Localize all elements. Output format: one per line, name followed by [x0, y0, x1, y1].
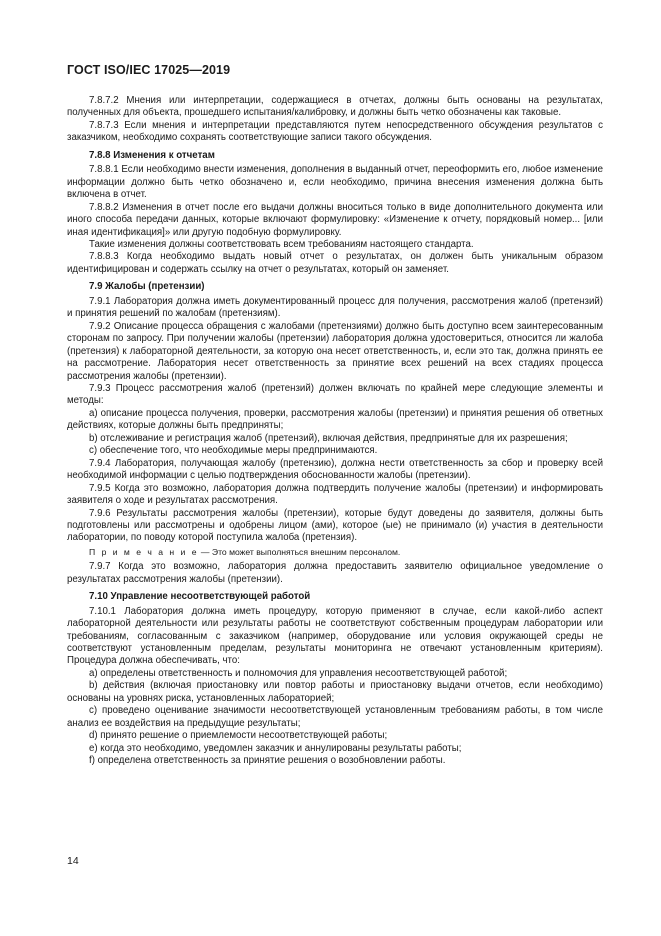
paragraph: 7.9.3 Процесс рассмотрения жалоб (претензий) должен включать по крайней мере следующие элементы и методы:	[67, 382, 603, 407]
paragraph: 7.9.2 Описание процесса обращения с жалобами (претензиями) должно быть доступно всем заинтересованным сторонам по запросу. При получении жалобы (претензии) лаборатория должна удостовериться, относится ли жалоба (претензия) к лабораторной деятельности, за которую она несет ответственность, и, если это так, должна принять ее на рассмотрение. Лаборатория несет ответственность за принятие всех решений на всех стадиях процесса рассмотрения жалобы (претензии).	[67, 320, 603, 382]
list-item: b) действия (включая приостановку или повтор работы и приостановку выдачи отчетов, если необходимо) основаны на уровнях риска, установленных лабораторией;	[67, 680, 603, 704]
section-heading: 7.10 Управление несоответствующей работой	[89, 591, 311, 603]
paragraph: 7.9.7 Когда это возможно, лаборатория должна предоставить заявителю официальное уведомление о результатах рассмотрения жалобы (претензии).	[67, 561, 603, 585]
paragraph: 7.8.7.3 Если мнения и интерпретации представляются путем непосредственного обсуждения результатов с заказчиком, необходимо сохранять соответствующие записи такого обсуждения.	[67, 119, 603, 144]
paragraph: 7.8.8.1 Если необходимо внести изменения, дополнения в выданный отчет, переоформить его, любое изменение информации должно быть четко обозначено и, если необходимо, причина внесения изменения должна быть включена в отчет.	[67, 164, 603, 201]
paragraph: 7.9.4 Лаборатория, получающая жалобу (претензию), должна нести ответственность за сбор и проверку всей необходимой информации с целью подтверждения обоснованности жалобы (претензии).	[67, 457, 603, 482]
paragraph: 7.9.6 Результаты рассмотрения жалобы (претензии), которые будут доведены до заявителя, должны быть подготовлены или рассмотрены и одобрены лицом (ами), которое (ые) не принимало (и) участия в деятельности лаборатории, по поводу которой поступила жалоба (претензия).	[67, 507, 603, 544]
note-label: П р и м е ч а н и е	[89, 546, 199, 557]
note-text: — Это может выполняться внешним персоналом.	[200, 546, 401, 557]
paragraph: 7.9.5 Когда это возможно, лаборатория должна подтвердить получение жалобы (претензии) и информировать заявителя о ходе и результатах рассмотрения.	[67, 482, 603, 507]
note	[67, 546, 603, 558]
document-body	[67, 95, 603, 768]
list-item: e) когда это необходимо, уведомлен заказчик и аннулированы результаты работы;	[89, 742, 462, 754]
paragraph: 7.8.8.3 Когда необходимо выдать новый отчет о результатах, он должен быть уникальным образом идентифицирован и содержать ссылку на отчет о результатах, который он заменяет.	[67, 251, 603, 275]
list-item: a) определены ответственность и полномочия для управления несоответствующей работой;	[89, 667, 508, 679]
paragraph: 7.8.7.2 Мнения или интерпретации, содержащиеся в отчетах, должны быть основаны на результатах, полученных для объекта, прошедшего испытания/калибровку, и должны быть четко обозначены как таковые.	[67, 95, 603, 119]
paragraph: 7.9.1 Лаборатория должна иметь документированный процесс для получения, рассмотрения жалоб (претензий) и принятия решений по жалобам (претензиям).	[67, 295, 603, 320]
section-heading: 7.8.8 Изменения к отчетам	[89, 149, 215, 161]
paragraph: 7.10.1 Лаборатория должна иметь процедуру, которую применяют в случае, если какой-либо аспект лабораторной деятельности или результаты работы не соответствуют собственным процедурам лаборатории или требованиям, согласованным с заказчиком (например, оборудование или условия окружающей среды не соответствуют установленным пределам, результаты мониторинга не отвечают установленным критериям). Процедура должна обеспечивать, что:	[67, 605, 603, 667]
list-item: d) принято решение о приемлемости несоответствующей работы;	[89, 730, 388, 742]
paragraph: Такие изменения должны соответствовать всем требованиям настоящего стандарта.	[89, 238, 474, 250]
paragraph: 7.8.8.2 Изменения в отчет после его выдачи должны вноситься только в виде дополнительного документа или иного способа передачи данных, которые включают формулировку: «Изменение к отчету, порядковый номер... [или иная идентификация]» или другую подобную формулировку.	[67, 201, 603, 238]
list-item: b) отслеживание и регистрация жалоб (претензий), включая действия, предпринятые для их разрешения;	[89, 432, 568, 444]
document-header: ГОСТ ISO/IEC 17025—2019	[67, 63, 231, 77]
section-heading: 7.9 Жалобы (претензии)	[89, 281, 205, 293]
list-item: c) обеспечение того, что необходимые меры предпринимаются.	[89, 445, 378, 457]
list-item: f) определена ответственность за принятие решения о возобновлении работы.	[89, 755, 446, 767]
list-item: c) проведено оценивание значимости несоответствующей установленным требованиям работы, в том числе анализ ее воздействия на предыдущие результаты;	[67, 705, 603, 729]
page-number: 14	[67, 855, 79, 867]
list-item: a) описание процесса получения, проверки, рассмотрения жалобы (претензии) и принятия решения об ответных действиях, которые должны быть предприняты;	[67, 407, 603, 432]
